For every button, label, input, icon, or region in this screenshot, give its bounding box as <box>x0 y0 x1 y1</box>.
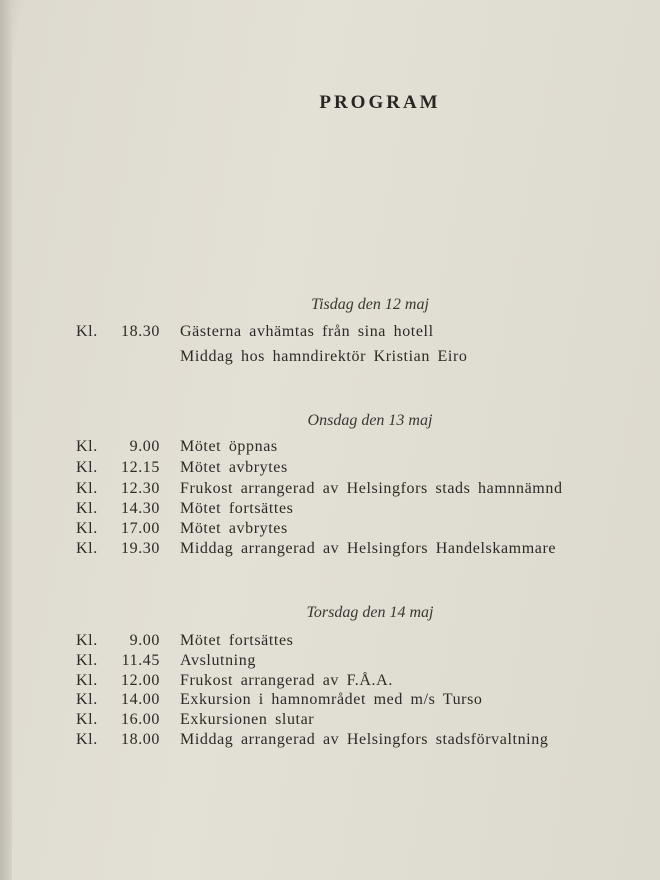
event-time: 16.00 <box>121 711 160 728</box>
kl-label: Kl. <box>76 438 98 455</box>
event-description: Mötet öppnas <box>180 438 278 455</box>
event-description: Mötet fortsättes <box>180 632 294 649</box>
event-time: 18.00 <box>121 731 160 748</box>
kl-label: Kl. <box>76 652 98 669</box>
event-description: Avslutning <box>180 652 256 669</box>
event-description: Gästerna avhämtas från sina hotell <box>180 323 434 340</box>
event-time: 18.30 <box>121 323 160 340</box>
page-title: PROGRAM <box>319 92 441 113</box>
event-description: Exkursionen slutar <box>180 711 315 728</box>
event-description: Frukost arrangerad av F.Å.A. <box>180 672 393 689</box>
event-time: 19.30 <box>121 540 160 557</box>
kl-label: Kl. <box>76 323 98 340</box>
event-time: 9.00 <box>129 632 160 649</box>
kl-label: Kl. <box>76 672 98 689</box>
event-time: 12.15 <box>121 459 160 476</box>
event-description: Middag arrangerad av Helsingfors stadsförvaltning <box>180 731 549 748</box>
event-time: 14.00 <box>121 691 160 708</box>
event-description: Exkursion i hamnområdet med m/s Turso <box>180 691 483 708</box>
event-description: Middag hos hamndirektör Kristian Eiro <box>180 348 468 365</box>
event-description: Middag arrangerad av Helsingfors Handelskammare <box>180 540 557 557</box>
kl-label: Kl. <box>76 500 98 517</box>
event-description: Frukost arrangerad av Helsingfors stads hamnnämnd <box>180 480 563 497</box>
event-time: 12.30 <box>121 480 160 497</box>
event-time: 9.00 <box>129 438 160 455</box>
day-heading-onsdag: Onsdag den 13 maj <box>307 412 433 429</box>
kl-label: Kl. <box>76 480 98 497</box>
kl-label: Kl. <box>76 711 98 728</box>
event-description: Mötet avbrytes <box>180 459 288 476</box>
kl-label: Kl. <box>76 459 98 476</box>
event-time: 14.30 <box>121 500 160 517</box>
kl-label: Kl. <box>76 520 98 537</box>
day-heading-torsdag: Torsdag den 14 maj <box>306 604 434 621</box>
kl-label: Kl. <box>76 731 98 748</box>
kl-label: Kl. <box>76 691 98 708</box>
kl-label: Kl. <box>76 632 98 649</box>
event-time: 12.00 <box>121 672 160 689</box>
event-time: 11.45 <box>121 652 160 669</box>
event-description: Mötet avbrytes <box>180 520 288 537</box>
event-description: Mötet fortsättes <box>180 500 294 517</box>
day-heading-tisdag: Tisdag den 12 maj <box>311 296 429 313</box>
event-time: 17.00 <box>121 520 160 537</box>
kl-label: Kl. <box>76 540 98 557</box>
page-binding-edge <box>0 0 12 880</box>
